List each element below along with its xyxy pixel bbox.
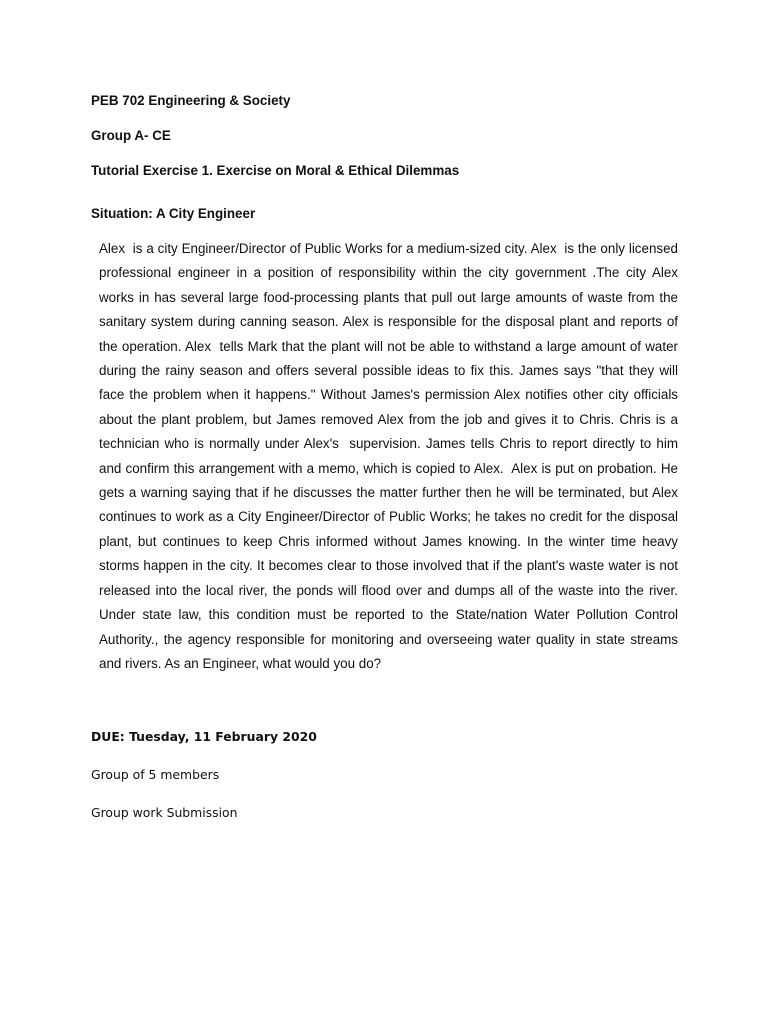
exercise-title: Tutorial Exercise 1. Exercise on Moral & Ethical Dilemmas bbox=[91, 163, 460, 178]
situation-paragraph: Alex is a city Engineer/Director of Public Works for a medium-sized city. Alex is the only licensed professional engineer in a position of responsibility within the city government .The city Alex works in has several large food-processing plants that pull out large amounts of waste from the sanitary system during canning season. Alex is responsible for the disposal plant and reports of the operation. Alex tells Mark that the plant will not be able to withstand a large amount of water during the rainy season and offers several possible ideas to fix this. James says "that they will face the problem when it happens." Without James's permission Alex notifies other city officials about the plant problem, but James removed Alex from the job and gives it to Chris. Chris is a technician who is normally under Alex's supervision. James tells Chris to report directly to him and confirm this arrangement with a memo, which is copied to Alex. Alex is put on probation. He gets a warning saying that if he discusses the matter further then he will be terminated, but Alex continues to work as a City Engineer/Director of Public Works; he takes no credit for the disposal plant, but continues to keep Chris informed without James knowing. In the winter time heavy storms happen in the city. It becomes clear to those involved that if the plant's waste water is not released into the local river, the ponds will flood over and dumps all of the waste into the river. Under state law, this condition must be reported to the State/nation Water Pollution Control Authority., the agency responsible for monitoring and overseeing water quality in state streams and rivers. As an Engineer, what would you do? bbox=[99, 241, 686, 671]
group-label: Group A- CE bbox=[91, 128, 171, 143]
course-title: PEB 702 Engineering & Society bbox=[91, 93, 291, 108]
group-size: Group of 5 members bbox=[91, 767, 220, 782]
situation-title: Situation: A City Engineer bbox=[91, 206, 256, 221]
due-date: DUE: Tuesday, 11 February 2020 bbox=[91, 729, 317, 744]
submission-type: Group work Submission bbox=[91, 805, 238, 820]
